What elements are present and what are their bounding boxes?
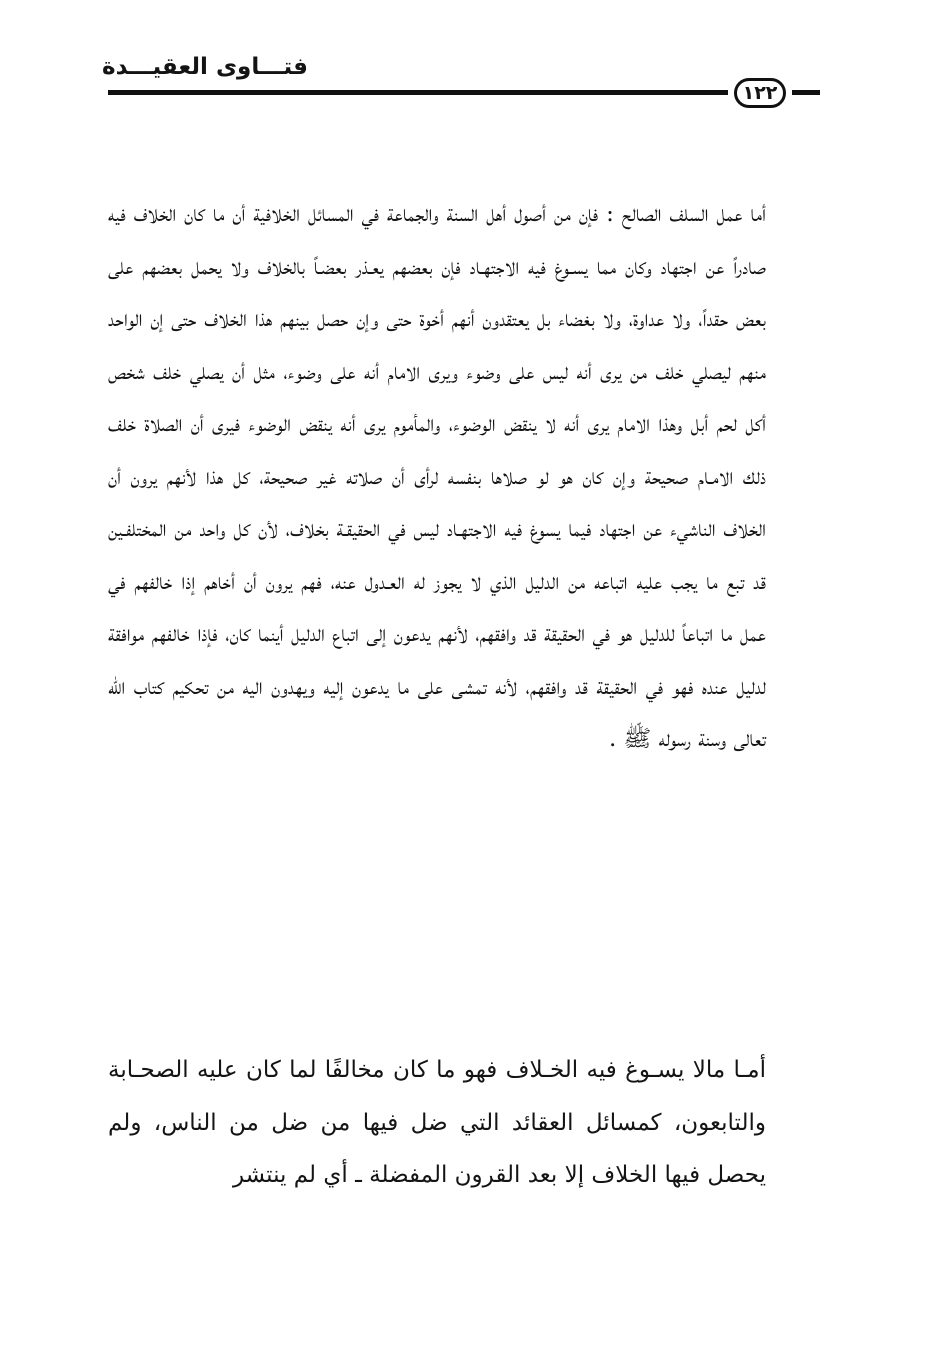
book-title: فتـــاوى العقيـــدة [102, 54, 308, 80]
page-header [102, 52, 820, 112]
paragraph-1: أما عمل السلف الصالح : فإن من أصول أهل السنة والجماعة في المسائل الخلافية أن ما كان الخلاف فيه صادراً عن اجتهاد وكان مما يسـوغ فيه الاجتهـاد فإن بعضهم يعـذر بعضـاً بالخلاف ولا يحمل بعضهم على بعض حقداً، ولا عداوة، ولا بغضاء بل يعتقدون أنهم أخوة حتى وإن حصل بينهم هذا الخلاف حتى إن الواحد منهم ليصلي خلف من يرى أنه ليس على وضوء ويرى الامام أنه على وضوء، مثل أن يصلي خلف شخص أكل لحم أبل وهذا الامام يرى أنه لا ينقض الوضوء، والمأموم يرى أنه ينقض الوضوء فيرى أن الصلاة خلف ذلك الامـام صحيحة وإن كان هو لو صلاها بنفسه لرأى أن صلاته غير صحيحة، كل هذا لأنهم يرون أن الخلاف الناشيء عن اجتهاد فيما يسوغ فيه الاجتهـاد ليس في الحقيقـة بخلاف، لأن كل واحد من المختلفـين قد تبع ما يجب عليه اتباعه من الدليل الذي لا يجوز له العـدول عنه، فهم يرون أن أخاهم إذا خالفهم في عمل ما اتباعاً للدليل هو في الحقيقة قد وافقهم، لأنهم يدعون إلى اتباع الدليل أينما كان، فإذا خالفهم موافقة لدليل عنده فهو في الحقيقة قد وافقهم، لأنه تمشى على ما يدعون إليه ويهدون اليه من تحكيم كتاب الله تعالى وسنة رسوله ﷺ . [108, 201, 767, 752]
page-number: ١٢٢ [734, 78, 786, 108]
header-rule-long [108, 90, 728, 95]
header-rule-short [792, 90, 820, 95]
paragraph-2: أمـا مالا يسـوغ فيه الخـلاف فهو ما كان مخالفًا لما كان عليه الصحـابة والتابعون، كمسائل العقائد التي ضل فيها من ضل من الناس، ولم يحصل فيها الخلاف إلا بعد القرون المفضلة ـ أي لم ينتشر [108, 1057, 766, 1188]
